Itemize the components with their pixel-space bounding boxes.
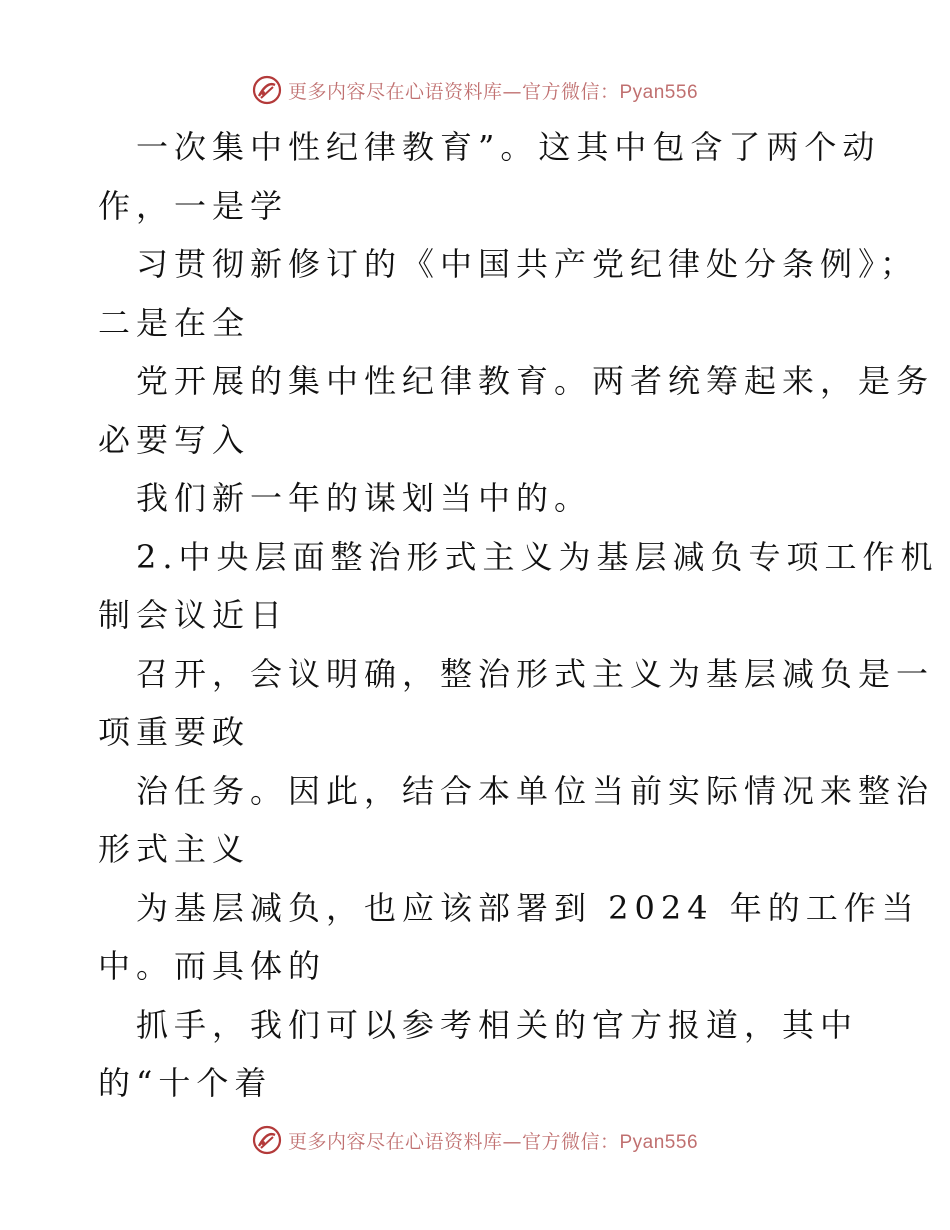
header-banner-main: 更多内容尽在心语资料库 — [287, 80, 503, 103]
footer-banner-text — [288, 1127, 698, 1154]
text-line: 形式主义 — [98, 830, 251, 868]
logo-icon — [252, 75, 282, 105]
header-banner — [0, 70, 950, 110]
text-line: 项重要政 — [98, 713, 251, 751]
text-line: 召开，会议明确，整治形式主义为基层减负是一 — [136, 654, 935, 693]
text-line: 抓手，我们可以参考相关的官方报道，其中 — [136, 1005, 859, 1044]
footer-banner-label: 官方微信： — [521, 1130, 620, 1153]
text-line: 治任务。因此，结合本单位当前实际情况来整治 — [136, 771, 935, 810]
text-line: 二是在全 — [98, 303, 251, 342]
text-line: 中。而具体的 — [98, 947, 327, 985]
text-line: 一次集中性纪律教育”。这其中包含了两个动 — [136, 128, 881, 166]
text-line: 作，一是学 — [98, 186, 289, 225]
document-body — [98, 118, 939, 1113]
text-line: 为基层减负，也应该部署到 2024 年的工作当 — [136, 888, 920, 927]
footer-banner-id: Pyan556 — [619, 1131, 699, 1153]
text-line: 的“十个着 — [98, 1064, 273, 1102]
header-banner-text — [288, 77, 698, 104]
text-line: 必要写入 — [98, 420, 251, 459]
footer-banner-sep: — — [502, 1130, 522, 1153]
footer-banner-main: 更多内容尽在心语资料库 — [287, 1130, 503, 1153]
text-line: 习贯彻新修订的《中国共产党纪律处分条例》； — [136, 245, 919, 283]
text-line: 我们新一年的谋划当中的。 — [136, 479, 593, 517]
header-banner-id: Pyan556 — [619, 81, 699, 103]
header-banner-label: 官方微信： — [521, 80, 620, 103]
text-line: 2.中央层面整治形式主义为基层减负专项工作机 — [136, 537, 939, 576]
footer-banner — [0, 1120, 950, 1160]
logo-icon — [252, 1125, 282, 1155]
text-line: 党开展的集中性纪律教育。两者统筹起来，是务 — [136, 362, 935, 400]
header-banner-sep: — — [502, 80, 522, 103]
text-line: 制会议近日 — [98, 596, 289, 634]
